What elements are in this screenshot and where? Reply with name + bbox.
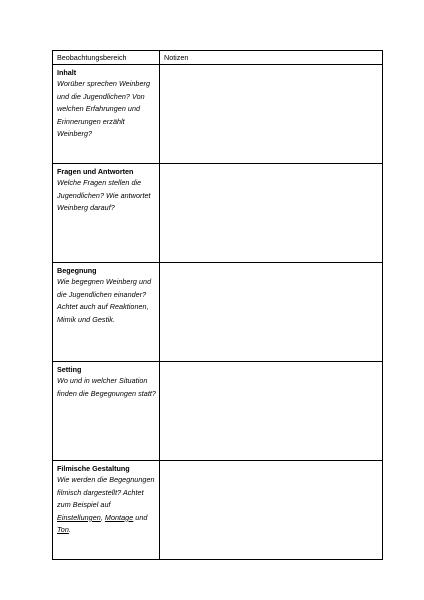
table-row xyxy=(53,461,383,560)
notes-cell[interactable] xyxy=(160,263,383,362)
header-notes: Notizen xyxy=(160,51,383,65)
area-title: Inhalt xyxy=(57,68,77,77)
area-question: Welche Fragen stellen die Jugendlichen? Wie antwortet Weinberg darauf? xyxy=(57,178,151,213)
table-row xyxy=(53,65,383,164)
area-cell-filmische-gestaltung xyxy=(53,461,160,560)
area-question: Worüber sprechen Weinberg und die Jugendlichen? Von welchen Erfahrungen und Erinnerungen erzählt Weinberg? xyxy=(57,79,151,139)
area-question: Wie begegnen Weinberg und die Jugendlichen einander? Achtet auch auf Reaktionen, Mimik und Gestik. xyxy=(57,277,152,324)
area-title: Setting xyxy=(57,365,82,374)
area-title: Filmische Gestaltung xyxy=(57,464,130,473)
observation-table xyxy=(52,50,383,560)
area-title: Fragen und Antworten xyxy=(57,167,134,176)
area-question xyxy=(57,474,156,537)
area-cell-fragen xyxy=(53,164,160,263)
question-sep: , xyxy=(100,512,105,522)
area-cell-begegnung xyxy=(53,263,160,362)
header-area: Beobachtungsbereich xyxy=(53,51,160,65)
table-row xyxy=(53,164,383,263)
question-end: . xyxy=(68,525,71,535)
question-intro: Wie werden die Begegnungen filmisch dargestellt? Achtet zum Beispiel auf xyxy=(57,475,155,510)
term-einstellungen: Einstellungen xyxy=(57,512,101,522)
term-montage: Montage xyxy=(104,512,134,522)
notes-cell[interactable] xyxy=(160,65,383,164)
area-cell-inhalt xyxy=(53,65,160,164)
question-sep: und xyxy=(133,512,148,522)
header-row xyxy=(53,51,383,65)
area-question: Wo und in welcher Situation finden die Begegnungen statt? xyxy=(57,376,156,398)
table-row xyxy=(53,362,383,461)
term-ton: Ton xyxy=(57,525,69,535)
table-row xyxy=(53,263,383,362)
area-title: Begegnung xyxy=(57,266,97,275)
notes-cell[interactable] xyxy=(160,461,383,560)
notes-cell[interactable] xyxy=(160,362,383,461)
notes-cell[interactable] xyxy=(160,164,383,263)
area-cell-setting xyxy=(53,362,160,461)
